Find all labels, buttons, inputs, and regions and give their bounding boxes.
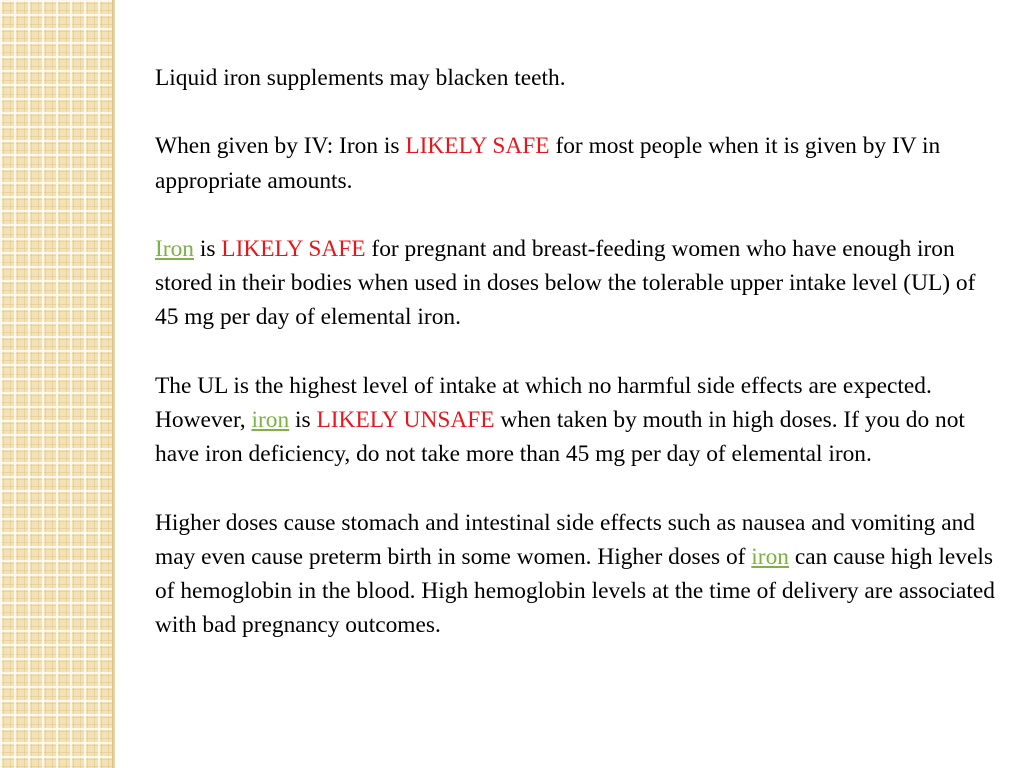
paragraph-pregnancy-safety: Iron is LIKELY SAFE for pregnant and breast-feeding women who have enough iron stored in their bodies when used in doses below the tolerable upper intake level (UL) of 45 mg per day of elemental iron. (155, 235, 976, 331)
likely-safe-label: LIKELY SAFE (221, 235, 366, 262)
decorative-side-strip (0, 0, 112, 768)
iron-link[interactable]: iron (251, 406, 290, 433)
paragraph-higher-doses: Higher doses cause stomach and intestinal side effects such as nausea and vomiting and may even cause preterm birth in some women. Higher doses of iron can cause high levels of hemoglobin in the blood. High hemoglobin levels at the time of delivery are associated with bad pregnancy outcomes. (155, 509, 995, 639)
side-strip-edge (112, 0, 115, 768)
slide-body (155, 61, 995, 677)
iron-link[interactable]: iron (751, 543, 789, 570)
paragraph-blacken-teeth: Liquid iron supplements may blacken teeth. (155, 65, 566, 91)
iron-link[interactable]: Iron (155, 235, 194, 262)
likely-safe-label: LIKELY SAFE (405, 133, 550, 160)
likely-unsafe-label: LIKELY UNSAFE (316, 406, 495, 433)
paragraph-iv-safety: When given by IV: Iron is LIKELY SAFE for most people when it is given by IV in appropriate amounts. (155, 133, 941, 194)
paragraph-upper-limit: The UL is the highest level of intake at which no harmful side effects are expected. However, iron is LIKELY UNSAFE when taken by mouth in high doses. If you do not have iron deficiency, do not take more than 45 mg per day of elemental iron. (155, 372, 965, 468)
